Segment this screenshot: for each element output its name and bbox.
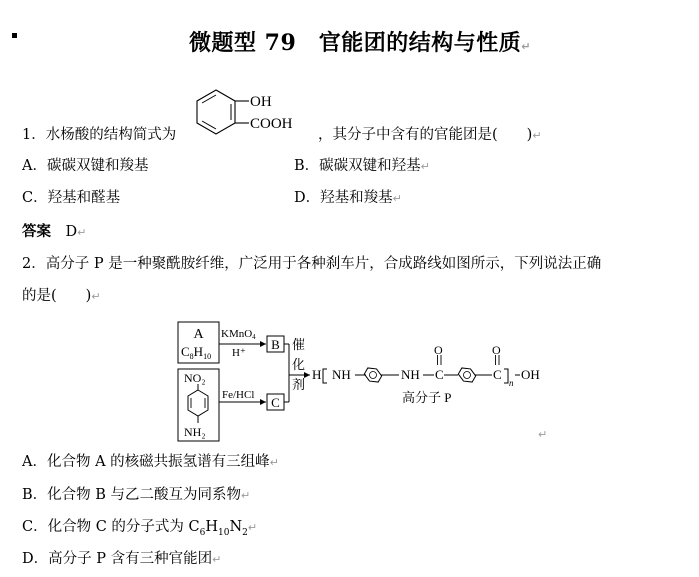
paragraph-mark: ↵ <box>269 456 279 469</box>
compound-b-label: B <box>271 337 280 352</box>
paragraph-mark: ↵ <box>91 290 101 303</box>
carbonyl-o-1: O <box>434 343 443 357</box>
polymer-bracket-right <box>504 369 508 383</box>
oh-group: OH <box>250 94 272 110</box>
polymer-nh-1: NH <box>332 367 351 382</box>
compound-a-formula: $C_8H_{10}$ <box>181 344 212 361</box>
q2-option-c[interactable]: C．化合物 C 的分子式为 $C_6H_{10}N_2↵$ <box>22 519 258 538</box>
paragraph-mark: ↵ <box>420 160 430 173</box>
answer-label: 答案 <box>22 223 51 240</box>
reagent-fe-hcl: Fe/HCl <box>222 389 255 401</box>
q1-stem-prefix: 1．水杨酸的结构简式为 <box>22 127 177 143</box>
reagent-h-plus: H⁺ <box>232 347 246 359</box>
page-title: 微题型 79 官能团的结构与性质↵ <box>189 30 531 56</box>
repeat-n: n <box>509 378 514 388</box>
paragraph-mark: ↵ <box>521 40 531 53</box>
catalyst-char-1: 催 <box>292 337 306 352</box>
compound-a-label: A <box>193 327 204 342</box>
carbonyl-c-2: C <box>493 367 502 382</box>
catalyst-char-3: 剂 <box>292 377 306 392</box>
paragraph-mark: ↵ <box>241 489 251 502</box>
q1-option-a[interactable]: A．碳碳双键和羧基 <box>22 158 149 174</box>
polymer-nh-2: NH <box>401 367 420 382</box>
reagent-kmno4: KMnO4 <box>221 328 256 341</box>
polymer-oh-end: OH <box>521 367 540 382</box>
catalyst-char-2: 化 <box>292 357 306 372</box>
q2-option-d[interactable]: D．高分子 P 含有三种官能团↵ <box>22 551 222 567</box>
cooh-group: COOH <box>250 116 293 132</box>
q1-option-d[interactable]: D．羟基和羧基↵ <box>294 190 402 206</box>
q2-option-a[interactable]: A．化合物 A 的核磁共振氢谱有三组峰↵ <box>22 454 279 470</box>
carbonyl-o-2: O <box>492 343 501 357</box>
polymer-h: H <box>312 367 322 382</box>
q2-stem-line1: 2．高分子 P 是一种聚酰胺纤维，广泛用于各种刹车片，合成路线如图所示，下列说法正确 <box>22 256 602 272</box>
q1-option-c[interactable]: C．羟基和醛基 <box>22 190 121 206</box>
salicylic-acid-structure <box>194 84 314 144</box>
paragraph-mark: ↵ <box>212 553 222 566</box>
paragraph-mark: ↵ <box>392 192 402 205</box>
phenylene-ring-2 <box>457 365 478 385</box>
polymer-bracket-left <box>323 369 327 383</box>
paragraph-mark: ↵ <box>538 428 548 441</box>
benzene-ring <box>197 90 235 134</box>
paragraph-mark: ↵ <box>532 129 542 142</box>
answer-line <box>22 223 86 242</box>
polymer-caption: 高分子 P <box>402 390 452 405</box>
q1-option-b[interactable]: B．碳碳双键和羟基↵ <box>294 158 430 174</box>
paragraph-mark: ↵ <box>247 521 258 534</box>
compound-c-label: C <box>271 395 280 410</box>
paragraph-mark: ↵ <box>77 226 87 239</box>
amino-group: NH₂ <box>184 425 206 439</box>
q1-stem-suffix: ，其分子中含有的官能团是( )↵ <box>318 127 542 143</box>
nitro-group: NO₂ <box>184 371 206 385</box>
answer-value: D <box>65 224 78 240</box>
carbonyl-c-1: C <box>435 367 444 382</box>
synthesis-scheme <box>170 316 570 446</box>
q2-option-b[interactable]: B．化合物 B 与乙二酸互为同系物↵ <box>22 487 251 503</box>
q2-stem-line2: 的是( )↵ <box>22 288 101 304</box>
